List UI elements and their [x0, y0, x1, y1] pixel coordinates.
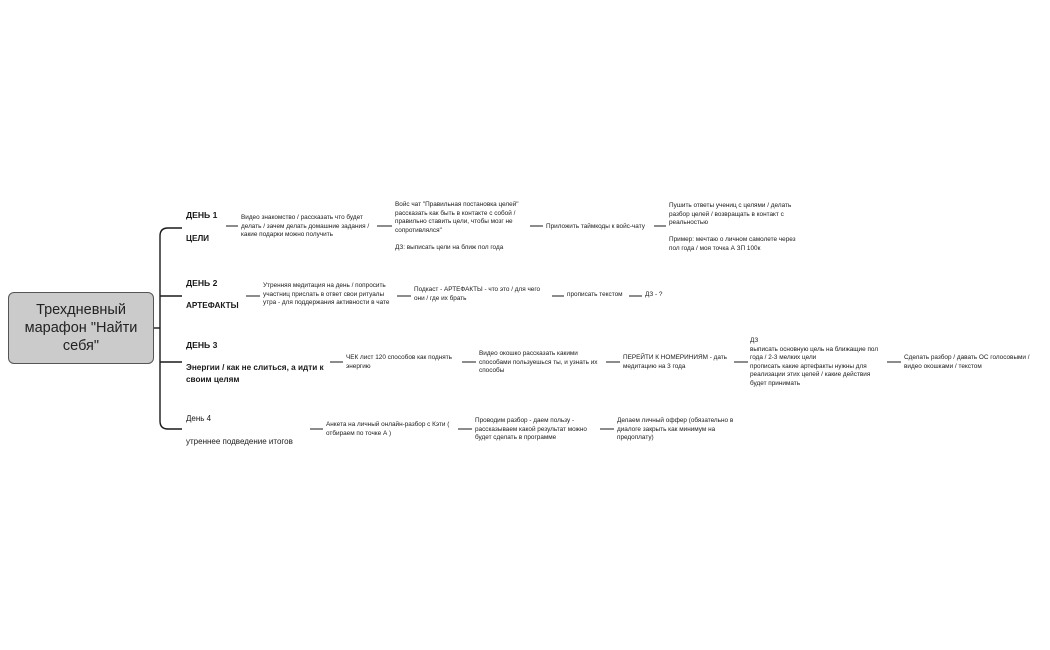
root-node[interactable]	[8, 292, 154, 364]
day2-subtitle[interactable]: АРТЕФАКТЫ	[186, 301, 239, 310]
day2-title[interactable]: ДЕНЬ 2	[186, 278, 218, 288]
day2-step-3[interactable]: прописать текстом	[567, 291, 623, 298]
day1-step-2[interactable]: Войс чат "Правильная постановка целей" рассказать как быть в контакте с собой / правильно ставить цели, чтобы мозг не сопротивлялся" ДЗ: выписать цели на ближ пол года	[395, 201, 519, 251]
day1-step-1[interactable]: Видео знакомство / рассказать что будет делать / зачем делать домашние задания / какие подарки можно получить	[241, 214, 370, 238]
day3-step-4[interactable]: ДЗ выписать основную цель на ближащие пол года / 2-3 мелких цели прописать какие артефакты нужны для реализации этих целей / какие действия будет принимать	[750, 337, 879, 387]
day3-step-3[interactable]: ПЕРЕЙТИ К НОМЕРИНИЯМ - дать медитацию на 3 года	[623, 354, 727, 370]
day3-step-5[interactable]: Сделать разбор / давать ОС голосовыми / видео окошками / текстом	[904, 354, 1030, 370]
day1-step-3[interactable]: Приложить таймкоды к войс-чату	[546, 223, 645, 230]
day2-step-1[interactable]: Утренняя медитация на день / попросить участниц прислать в ответ свои ритуалы утра - для поддержания активности в чате	[263, 282, 390, 306]
day1-subtitle[interactable]: ЦЕЛИ	[186, 234, 210, 243]
day1-title[interactable]: ДЕНЬ 1	[186, 210, 218, 220]
day4-subtitle[interactable]: утреннее подведение итогов	[186, 437, 293, 446]
day3-step-2[interactable]: Видео окошко рассказать какими способами пользуешься ты, и узнать их способы	[479, 350, 598, 374]
root-title: Трехдневный марафон "Найти себя"	[24, 302, 138, 354]
day2-step-4[interactable]: ДЗ - ?	[645, 291, 663, 298]
day3-title[interactable]: ДЕНЬ 3	[186, 340, 218, 350]
day3-subtitle[interactable]: Энергии / как не слиться, а идти к своим целям	[186, 363, 324, 384]
day4-title[interactable]: День 4	[186, 414, 212, 423]
day2-step-2[interactable]: Подкаст - АРТЕФАКТЫ - что это / для чего они / где их брать	[414, 286, 541, 302]
day4-step-3[interactable]: Делаем личный оффер (обязательно в диалоге закрыть как минимум на предоплату)	[617, 417, 734, 441]
day4-step-2[interactable]: Проводим разбор - даем пользу - рассказываем какой результат можно будет сделать в программе	[475, 417, 587, 441]
day1-step-4[interactable]: Пушить ответы учениц с целями / делать разбор целей / возвращать в контакт с реальностью Пример: мечтаю о личном самолете через пол года / моя точка А ЗП 100к	[669, 202, 796, 252]
day-spine	[160, 228, 182, 429]
day3-step-1[interactable]: ЧЕК лист 120 способов как поднять энергию	[346, 354, 452, 370]
day4-step-1[interactable]: Анкета на личный онлайн-разбор с Кэти ( отбираем по точке А )	[326, 421, 450, 437]
